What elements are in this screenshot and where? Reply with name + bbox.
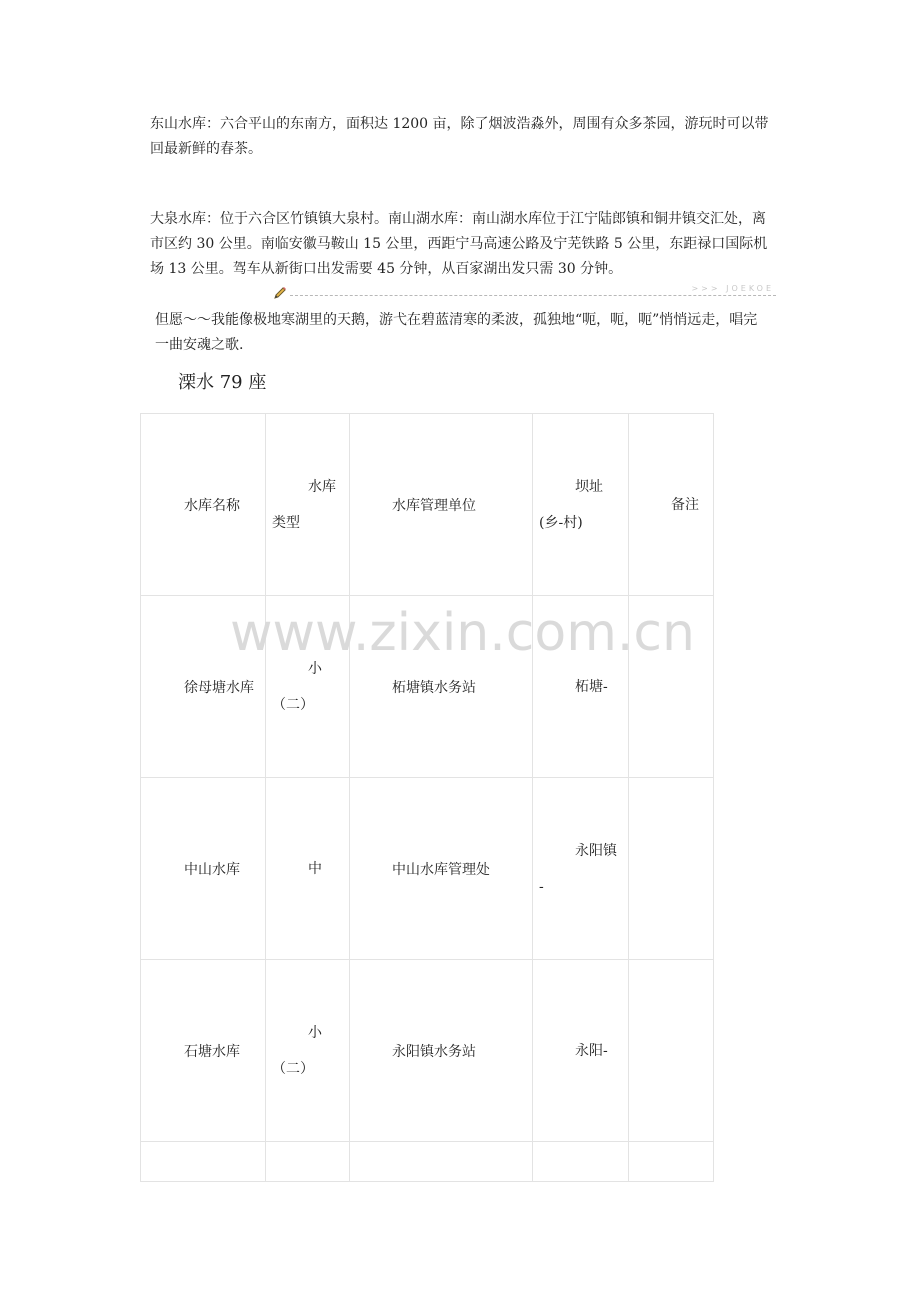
- cell-unit: 中山水库管理处: [350, 778, 533, 960]
- watermark-text: www.zixin.com.cn: [230, 603, 695, 663]
- cell-name: 徐母塘水库: [141, 596, 266, 778]
- cell-note: [629, 778, 714, 960]
- cell-note: [629, 960, 714, 1142]
- cell-type: 小 （二）: [266, 960, 350, 1142]
- header-cell-type: 水库 类型: [266, 414, 350, 596]
- pencil-icon: [272, 285, 288, 305]
- cell-dam: 柘塘-: [533, 596, 629, 778]
- table-header-row: [141, 414, 714, 596]
- paragraph-swan-quote: 但愿～～我能像极地寒湖里的天鹅，游弋在碧蓝清寒的柔波，孤独地“呃，呃，呃”悄悄远走，唱完一曲安魂之歌.: [155, 312, 758, 353]
- divider-signature: >>> JOEKOE: [687, 284, 774, 293]
- blog-divider: [272, 285, 776, 301]
- cell-name: 石塘水库: [141, 960, 266, 1142]
- header-cell-name: 水库名称: [141, 414, 266, 596]
- cell-empty: [141, 1142, 266, 1182]
- cell-type: 小 （二）: [266, 596, 350, 778]
- cell-empty: [629, 1142, 714, 1182]
- cell-dam: 永阳-: [533, 960, 629, 1142]
- header-cell-unit: 水库管理单位: [350, 414, 533, 596]
- table-row: [141, 960, 714, 1142]
- section-heading-lishui: 溧水 79 座: [178, 372, 267, 393]
- paragraph-dongshan-reservoir: 东山水库：六合平山的东南方，面积达 1200 亩，除了烟波浩淼外，周围有众多茶园，游玩时可以带回最新鲜的春茶。: [150, 116, 769, 157]
- table-row: [141, 596, 714, 778]
- cell-dam: 永阳镇 -: [533, 778, 629, 960]
- cell-empty: [350, 1142, 533, 1182]
- cell-note: [629, 596, 714, 778]
- cell-unit: 柘塘镇水务站: [350, 596, 533, 778]
- cell-unit: 永阳镇水务站: [350, 960, 533, 1142]
- dashed-line: [290, 295, 776, 296]
- cell-empty: [266, 1142, 350, 1182]
- cell-empty: [533, 1142, 629, 1182]
- header-cell-dam: 坝址 (乡-村): [533, 414, 629, 596]
- cell-name: 中山水库: [141, 778, 266, 960]
- table-row-empty: [141, 1142, 714, 1182]
- paragraph-daquan-nanshanhu-reservoir: 大泉水库：位于六合区竹镇镇大泉村。南山湖水库：南山湖水库位于江宁陆郎镇和铜井镇交汇处，离市区约 30 公里。南临安徽马鞍山 15 公里，西距宁马高速公路及宁芜铁路 5 公里，东距禄口国际机场 13 公里。驾车从新街口出发需要 45 分钟，从百家湖出发只需 30 分钟。: [150, 211, 768, 277]
- table-row: [141, 778, 714, 960]
- header-cell-note: 备注: [629, 414, 714, 596]
- reservoir-table: [140, 413, 714, 1182]
- cell-type: 中: [266, 778, 350, 960]
